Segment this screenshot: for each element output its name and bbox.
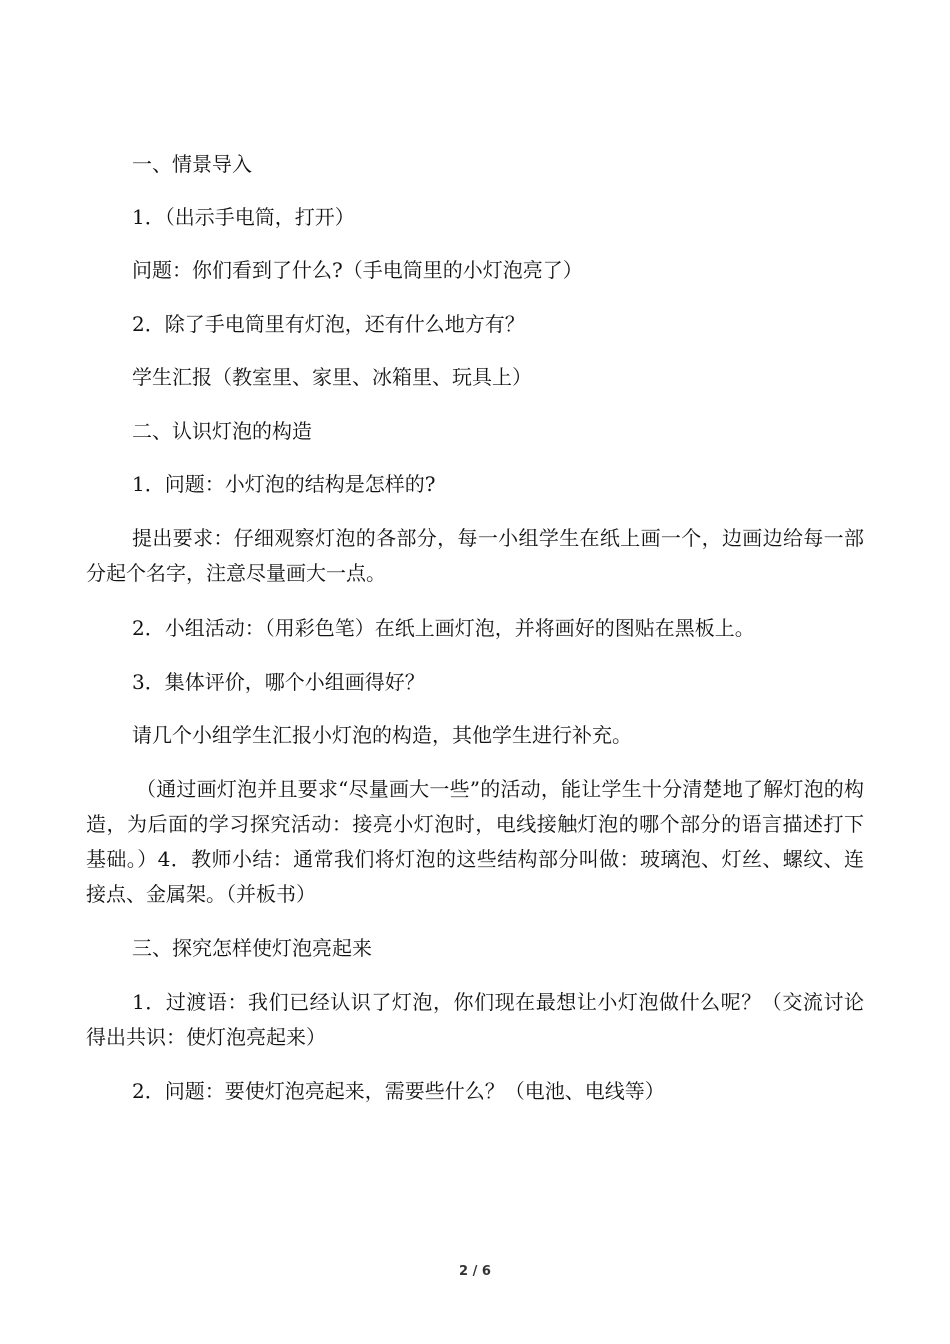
paragraph: （通过画灯泡并且要求“尽量画大一些”的活动，能让学生十分清楚地了解灯泡的构造，为后面的学习探究活动：接亮小灯泡时，电线接触灯泡的哪个部分的语言描述打下基础。）4．教师小结：通常我们将灯泡的这些结构部分叫做：玻璃泡、灯丝、螺纹、连接点、金属架。（并板书） <box>86 777 864 906</box>
paragraph: 提出要求：仔细观察灯泡的各部分，每一小组学生在纸上画一个，边画边给每一部分起个名字，注意尽量画大一点。 <box>86 526 864 585</box>
paragraph: 1．问题：小灯泡的结构是怎样的? <box>132 472 436 496</box>
paragraph: 问题：你们看到了什么?（手电筒里的小灯泡亮了） <box>132 258 583 282</box>
section-heading-3: 三、探究怎样使灯泡亮起来 <box>132 936 372 960</box>
paragraph: 1．过渡语：我们已经认识了灯泡，你们现在最想让小灯泡做什么呢？（交流讨论得出共识：使灯泡亮起来） <box>86 990 864 1049</box>
paragraph: 1．（出示手电筒，打开） <box>132 205 355 229</box>
page-number: 2 / 6 <box>459 1264 491 1279</box>
section-heading-1: 一、情景导入 <box>132 152 252 176</box>
paragraph: 3．集体评价，哪个小组画得好？ <box>132 670 425 694</box>
paragraph: 2．小组活动：（用彩色笔）在纸上画灯泡，并将画好的图贴在黑板上。 <box>132 616 755 640</box>
paragraph: 请几个小组学生汇报小灯泡的构造，其他学生进行补充。 <box>132 723 632 747</box>
paragraph: 2．问题：要使灯泡亮起来，需要些什么？（电池、电线等） <box>132 1079 665 1103</box>
section-heading-2: 二、认识灯泡的构造 <box>132 419 312 443</box>
paragraph: 学生汇报（教室里、家里、冰箱里、玩具上） <box>132 365 532 389</box>
paragraph: 2．除了手电筒里有灯泡，还有什么地方有？ <box>132 312 525 336</box>
